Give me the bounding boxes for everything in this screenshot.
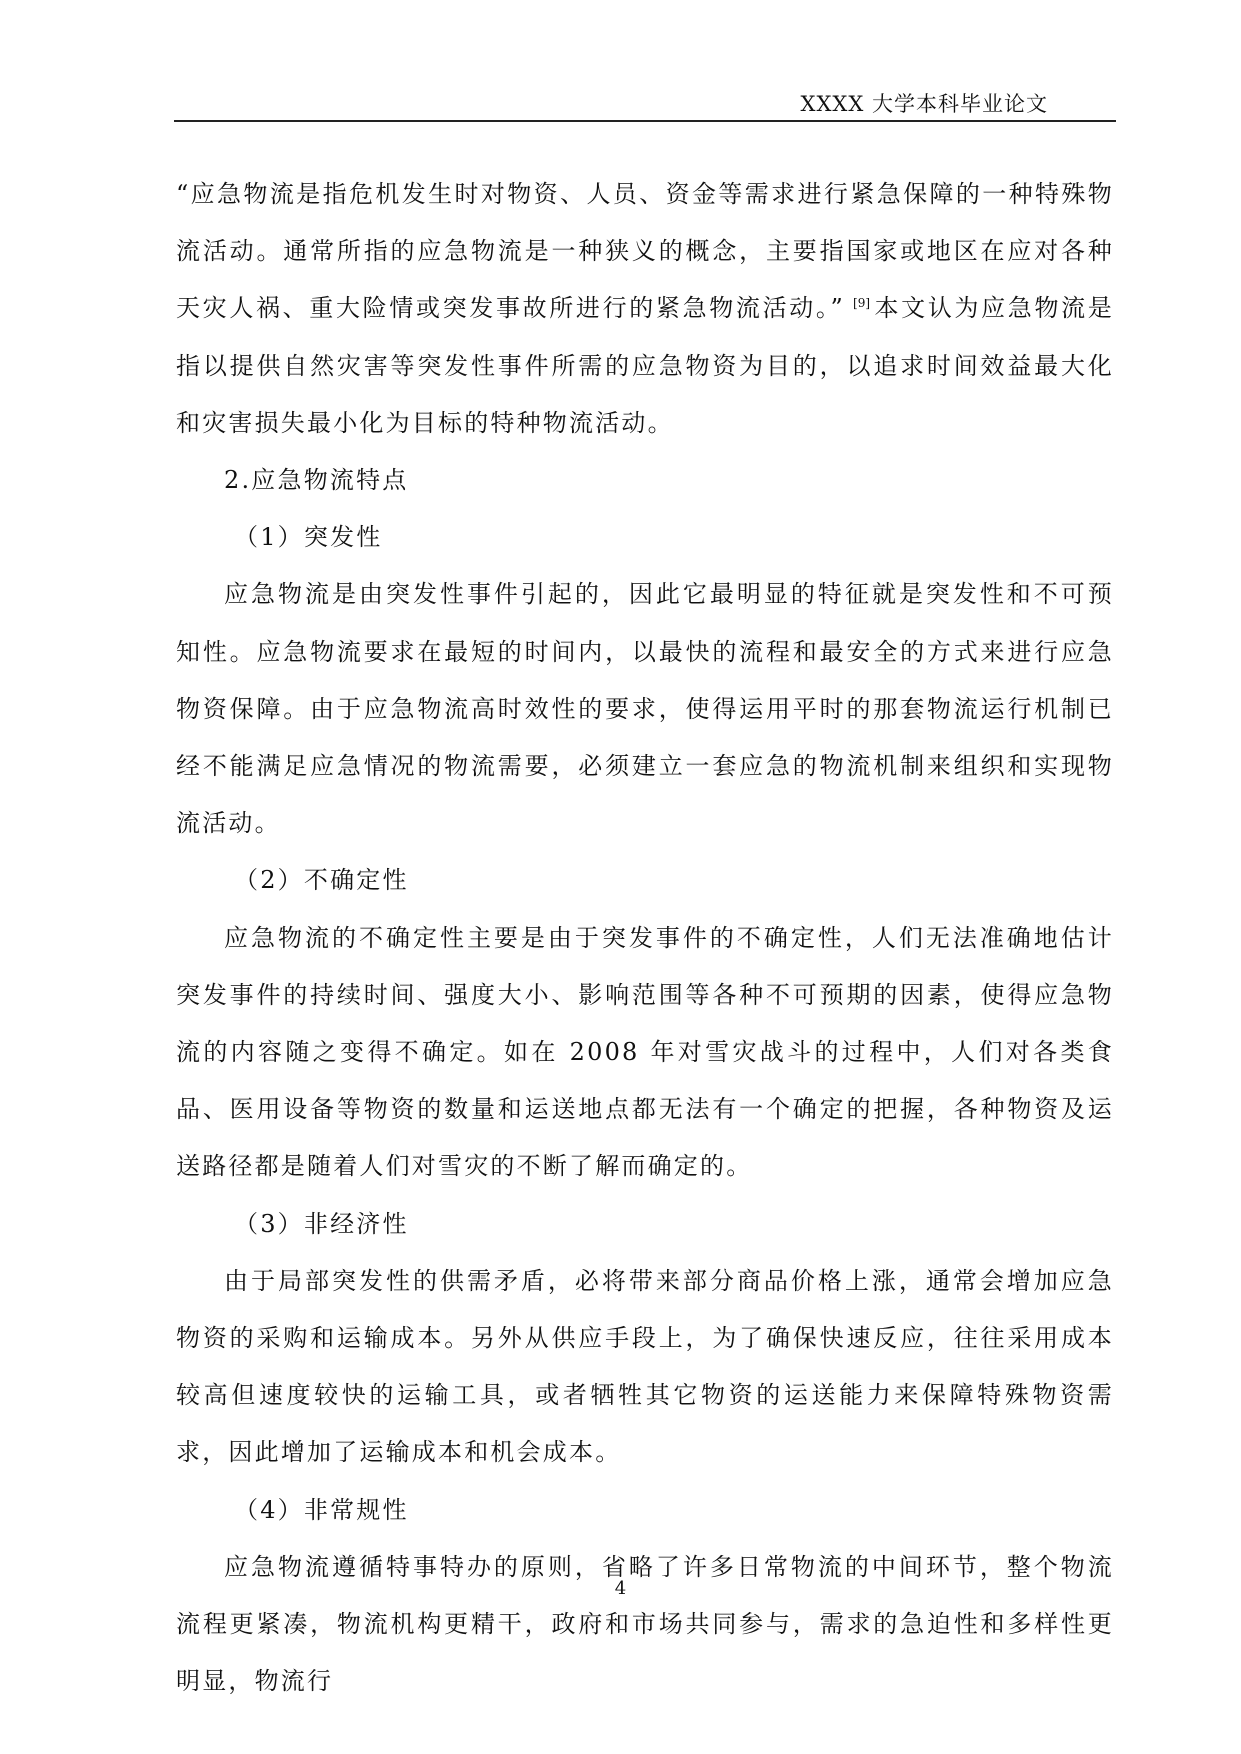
- document-body: [176, 166, 1114, 1710]
- subsection-body-2: 应急物流的不确定性主要是由于突发事件的不确定性，人们无法准确地估计突发事件的持续时间、强度大小、影响范围等各种不可预期的因素，使得应急物流的内容随之变得不确定。如在 2008 年对雪灾战斗的过程中，人们对各类食品、医用设备等物资的数量和运送地点都无法有一个确定的把握，各种物资及运送路径都是随着人们对雪灾的不断了解而确定的。: [176, 923, 1114, 1181]
- subsection-heading-1: （1）突发性: [234, 523, 383, 552]
- subsection-body-4: 应急物流遵循特事特办的原则，省略了许多日常物流的中间环节，整个物流流程更紧凑，物流机构更精干，政府和市场共同参与，需求的急迫性和多样性更明显，物流行: [176, 1552, 1114, 1696]
- subsection-heading-3: （3）非经济性: [234, 1209, 409, 1238]
- page-header: [174, 82, 1116, 122]
- section-heading: 2.应急物流特点: [224, 466, 409, 495]
- subsection-body-1: 应急物流是由突发性事件引起的，因此它最明显的特征就是突发性和不可预知性。应急物流要求在最短的时间内，以最快的流程和最安全的方式来进行应急物资保障。由于应急物流高时效性的要求，使得运用平时的那套物流运行机制已经不能满足应急情况的物流需要，必须建立一套应急的物流机制来组织和实现物流活动。: [176, 580, 1114, 838]
- page-number: 4: [614, 1578, 627, 1599]
- header-title: XXXX 大学本科毕业论文: [800, 92, 1048, 116]
- definition-paragraph: [176, 166, 1114, 452]
- subsection-body-3: 由于局部突发性的供需矛盾，必将带来部分商品价格上涨，通常会增加应急物资的采购和运输成本。另外从供应手段上，为了确保快速反应，往往采用成本较高但速度较快的运输工具，或者牺牲其它物资的运送能力来保障特殊物资需求，因此增加了运输成本和机会成本。: [176, 1266, 1114, 1467]
- citation-marker: [9]: [853, 296, 871, 311]
- subsection-heading-4: （4）非常规性: [234, 1495, 409, 1524]
- definition-quote: “应急物流是指危机发生时对物资、人员、资金等需求进行紧急保障的一种特殊物流活动。通常所指的应急物流是一种狭义的概念，主要指国家或地区在应对各种天灾人祸、重大险情或突发事故所进行的紧急物流活动。”: [176, 180, 1114, 323]
- subsection-heading-2: （2）不确定性: [234, 866, 409, 895]
- definition-conclusion: 本文认为应急物流是指以提供自然灾害等突发性事件所需的应急物资为目的，以追求时间效益最大化和灾害损失最小化为目标的特种物流活动。: [176, 294, 1114, 437]
